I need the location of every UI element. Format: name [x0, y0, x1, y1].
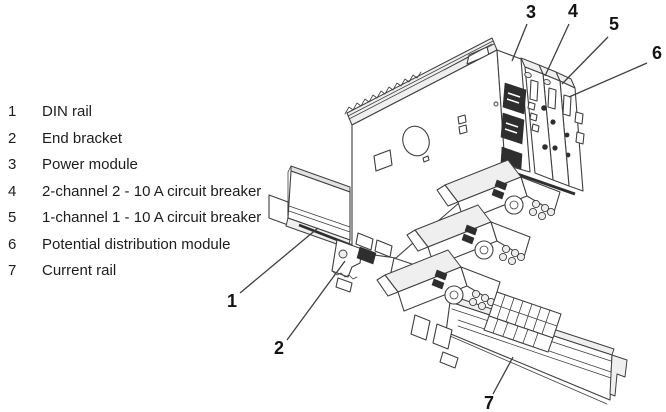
callout-6-leader — [569, 63, 647, 97]
legend-label: Power module — [42, 156, 138, 173]
legend-num: 3 — [8, 156, 17, 173]
legend-label: Potential distribution module — [42, 235, 231, 253]
legend-num: 4 — [8, 182, 17, 200]
callout-2-leader — [287, 261, 345, 340]
legend-num: 6 — [8, 235, 17, 253]
legend-label: End bracket — [42, 129, 123, 147]
callout-5-leader — [562, 37, 608, 84]
legend-num: 1 — [8, 103, 17, 120]
callout-1: 1 — [226, 291, 238, 311]
callout-1-leader — [240, 228, 318, 293]
legend-num: 5 — [8, 209, 17, 226]
legend-label: Current rail — [42, 262, 117, 279]
callout-4: 4 — [567, 1, 579, 21]
callout-3: 3 — [525, 2, 537, 22]
callout-4-leader — [545, 24, 569, 76]
callout-5: 5 — [608, 14, 620, 34]
legend-label: DIN rail — [42, 103, 93, 120]
callout-7: 7 — [483, 393, 495, 412]
callout-2: 2 — [273, 338, 285, 358]
legend-label: 1-channel 1 - 10 A circuit breaker — [42, 209, 262, 226]
legend-num: 2 — [8, 129, 17, 147]
callout-3-leader — [512, 24, 527, 61]
callout-7-leader — [493, 357, 513, 394]
legend-num: 7 — [8, 262, 17, 279]
callout-6: 6 — [651, 43, 663, 63]
legend-label: 2-channel 2 - 10 A circuit breaker — [42, 182, 262, 200]
